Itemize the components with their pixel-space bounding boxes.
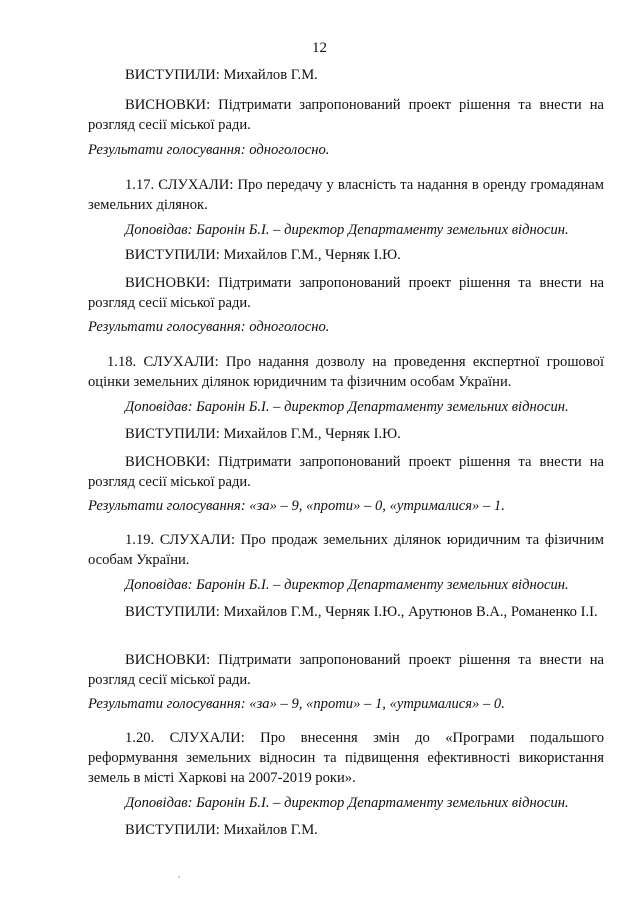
voting-result: Результати голосування: одноголосно. [88, 319, 330, 335]
agenda-item-1-20: 1.20. СЛУХАЛИ: Про внесення змін до «Програми подальшого реформування земельних відносин та підвищення ефективності використання земель в місті Харкові на 2007-2019 роки». [88, 730, 604, 786]
speakers-line: ВИСТУПИЛИ: Михайлов Г.М., Черняк І.Ю., Арутюнов В.А., Романенко І.І. [125, 604, 598, 620]
voting-result: Результати голосування: «за» – 9, «проти» – 0, «утрималися» – 1. [88, 498, 505, 514]
page-number: 12 [312, 40, 327, 56]
agenda-item-1-18: 1.18. СЛУХАЛИ: Про надання дозволу на проведення експертної грошової оцінки земельних ділянок юридичним та фізичним особам України. [88, 354, 604, 390]
speakers-line: ВИСТУПИЛИ: Михайлов Г.М., Черняк І.Ю. [125, 247, 401, 263]
speakers-line: ВИСТУПИЛИ: Михайлов Г.М., Черняк І.Ю. [125, 426, 401, 442]
agenda-item-1-19: 1.19. СЛУХАЛИ: Про продаж земельних ділянок юридичним та фізичним особам України. [88, 532, 604, 568]
agenda-item-1-17: 1.17. СЛУХАЛИ: Про передачу у власність та надання в оренду громадянам земельних ділянок. [88, 177, 604, 213]
voting-result: Результати голосування: «за» – 9, «проти» – 1, «утрималися» – 0. [88, 696, 505, 712]
reporter-line: Доповідав: Баронін Б.І. – директор Департаменту земельних відносин. [125, 222, 569, 238]
conclusion-paragraph: ВИСНОВКИ: Підтримати запропонований проект рішення та внести на розгляд сесії міської ради. [88, 97, 604, 133]
conclusion-paragraph: ВИСНОВКИ: Підтримати запропонований проект рішення та внести на розгляд сесії міської ради. [88, 652, 604, 688]
reporter-line: Доповідав: Баронін Б.І. – директор Департаменту земельних відносин. [125, 795, 569, 811]
reporter-line: Доповідав: Баронін Б.І. – директор Департаменту земельних відносин. [125, 399, 569, 415]
conclusion-paragraph: ВИСНОВКИ: Підтримати запропонований проект рішення та внести на розгляд сесії міської ради. [88, 454, 604, 490]
speakers-line: ВИСТУПИЛИ: Михайлов Г.М. [125, 67, 318, 83]
speakers-line: ВИСТУПИЛИ: Михайлов Г.М. [125, 822, 318, 838]
voting-result: Результати голосування: одноголосно. [88, 142, 330, 158]
reporter-line: Доповідав: Баронін Б.І. – директор Департаменту земельних відносин. [125, 577, 569, 593]
conclusion-paragraph: ВИСНОВКИ: Підтримати запропонований проект рішення та внести на розгляд сесії міської ради. [88, 275, 604, 311]
scan-speck [178, 876, 180, 878]
